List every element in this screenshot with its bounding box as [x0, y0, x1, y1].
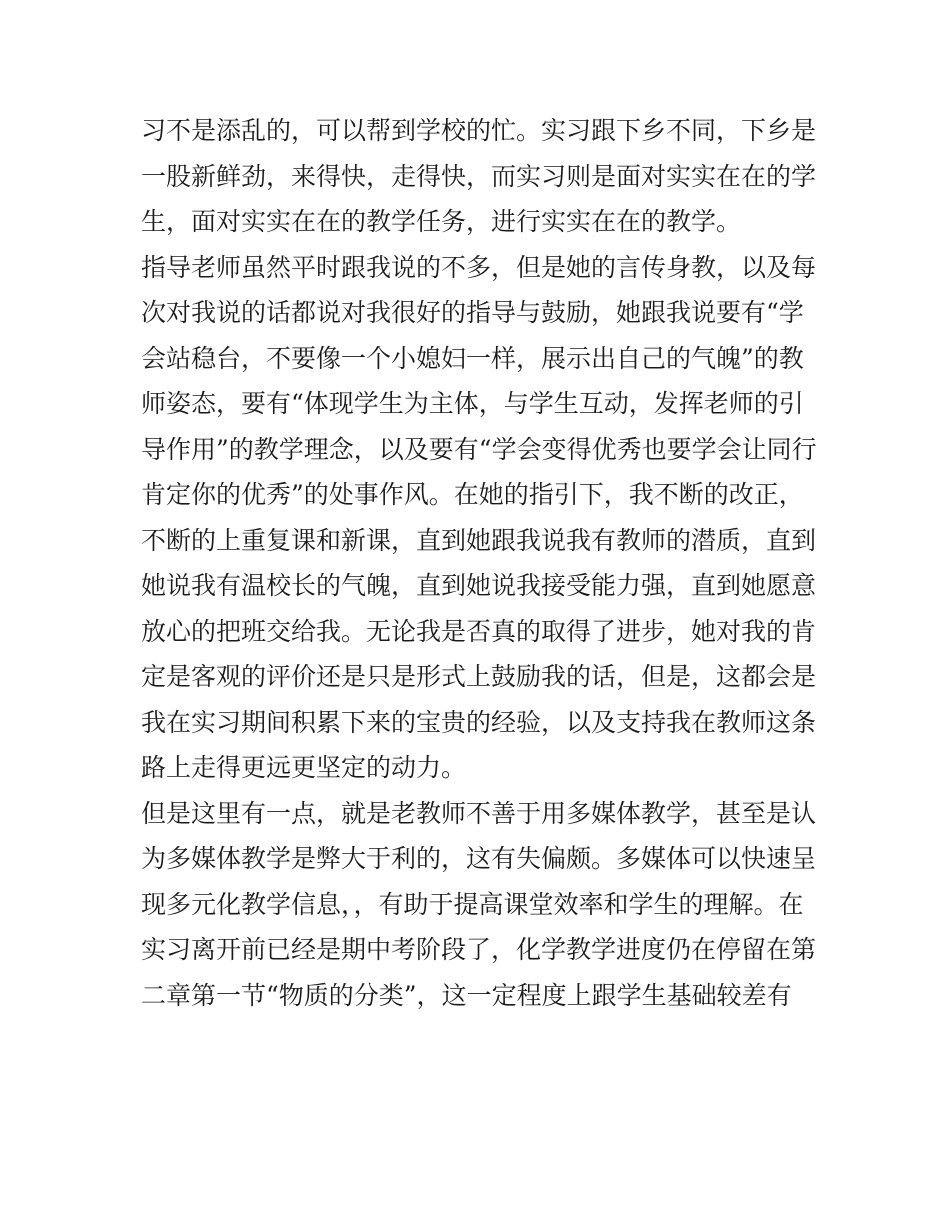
- text-line: 二章第一节“物质的分类”，这一定程度上跟学生基础较差有: [141, 980, 792, 1010]
- text-line: 次对我说的话都说对我很好的指导与鼓励，她跟我说要有“学: [141, 298, 804, 327]
- text-line: 一股新鲜劲，来得快，走得快，而实习则是面对实实在在的学: [141, 161, 817, 191]
- text-line: 生，面对实实在在的教学任务，进行实实在在的教学。: [141, 207, 742, 236]
- text-line: 现多元化教学信息，，有助于提高课堂效率和学生的理解。在: [141, 889, 804, 919]
- text-line: 但是这里有一点，就是老教师不善于用多媒体教学，甚至是认: [141, 798, 817, 828]
- text-line: 会站稳台，不要像一个小媳妇一样，展示出自己的气魄”的教: [141, 343, 804, 373]
- text-line: 师姿态，要有“体现学生为主体，与学生互动，发挥老师的引: [141, 389, 804, 418]
- text-line: 导作用”的教学理念，以及要有“学会变得优秀也要学会让同行: [141, 434, 817, 464]
- text-line: 为多媒体教学是弊大于利的，这有失偏颇。多媒体可以快速呈: [141, 844, 817, 873]
- text-line: 我在实习期间积累下来的宝贵的经验，以及支持我在教师这条: [141, 707, 817, 737]
- text-line: 实习离开前已经是期中考阶段了，化学教学进度仍在停留在第: [141, 935, 817, 964]
- text-line: 指导老师虽然平时跟我说的不多，但是她的言传身教，以及每: [141, 252, 817, 282]
- body-text: [141, 108, 821, 1018]
- text-line: 她说我有温校长的气魄，直到她说我接受能力强，直到她愿意: [141, 571, 817, 600]
- text-line: 路上走得更远更坚定的动力。: [141, 753, 467, 782]
- text-line: 定是客观的评价还是只是形式上鼓励我的话，但是，这都会是: [141, 662, 817, 691]
- text-line: 放心的把班交给我。无论我是否真的取得了进步，她对我的肯: [141, 616, 817, 646]
- text-line: 肯定你的优秀”的处事作风。在她的指引下，我不断的改正，: [141, 480, 804, 509]
- text-line: 不断的上重复课和新课，直到她跟我说我有教师的潜质，直到: [141, 525, 817, 555]
- text-line: 习不是添乱的，可以帮到学校的忙。实习跟下乡不同，下乡是: [141, 116, 817, 145]
